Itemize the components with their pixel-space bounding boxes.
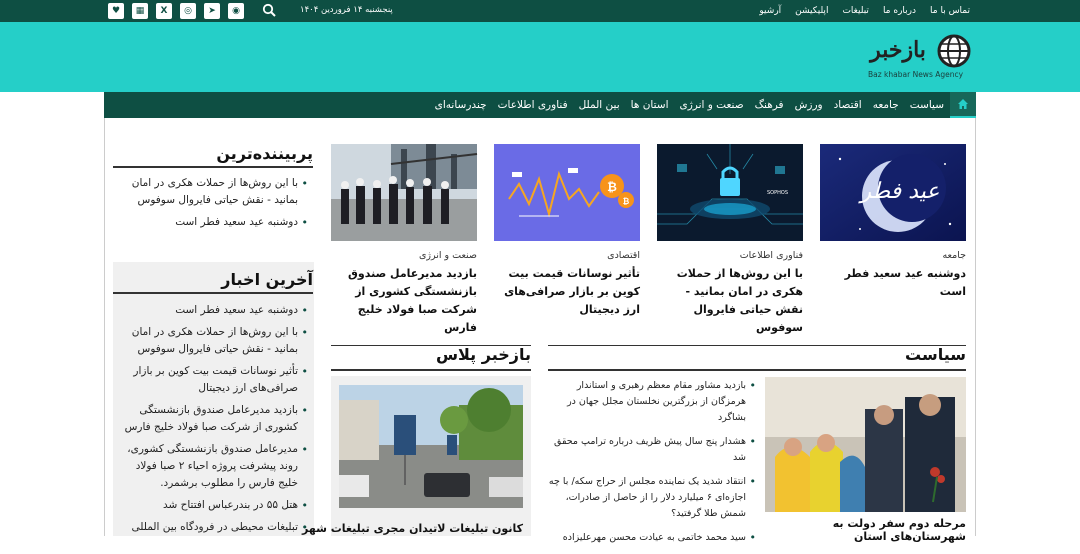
eid-calligraphy: عید فطر — [860, 179, 940, 204]
card-title[interactable]: تأثیر نوسانات قیمت بیت کوین بر بازار صرافی‌های ارز دیجیتال — [504, 267, 640, 316]
search-icon[interactable] — [262, 3, 276, 17]
rss-icon[interactable]: ◉ — [228, 3, 244, 19]
globe-icon — [928, 34, 974, 68]
card-title[interactable]: با این روش‌ها از حملات هکری در امان بمانید - نقش حیاتی فایروال سوفوس — [676, 267, 803, 334]
list-item[interactable]: • بازدید مدیرعامل صندوق بازنشستگی کشوری از شرکت صبا فولاد خلیج فارس — [118, 402, 310, 436]
card-title[interactable]: دوشنبه عید سعید فطر است — [844, 267, 966, 298]
telegram-icon[interactable]: ➤ — [204, 3, 220, 19]
popular-title: پربیننده‌ترین — [113, 144, 313, 168]
list-item[interactable]: • هشدار پنج سال پیش ظریف درباره ترامپ محقق شد — [548, 434, 758, 466]
list-item[interactable]: • بازدید مشاور مقام معظم رهبری و استاندار هرمزگان از بزرگترین نخلستان مجلل جهان در بشاگرد — [548, 378, 758, 426]
top-link-archive[interactable]: آرشیو — [759, 6, 782, 16]
svg-text:₿: ₿ — [622, 197, 630, 206]
list-item[interactable]: • انتقاد شدید یک نماینده مجلس از حراج سکه/ با چه اجازه‌ای ۶ میلیارد دلار را از حاصل از صادرات، شمش طلا گرفتید؟ — [548, 474, 758, 522]
pinterest-icon[interactable]: ♥ — [108, 3, 124, 19]
card-category[interactable]: فناوری اطلاعات — [739, 250, 803, 261]
nav-provinces[interactable]: استان ها — [630, 99, 669, 111]
svg-text:SOPHOS: SOPHOS — [767, 190, 788, 196]
list-item[interactable]: • مدیرعامل صندوق بازنشستگی کشوری، روند پیشرفت پروژه احیاء ۲ صبا فولاد خلیج فارس را مطلوب برشمرد. — [118, 441, 310, 492]
list-item[interactable]: • تأثیر نوسانات قیمت بیت کوین بر بازار صرافی‌های ارز دیجیتال — [118, 363, 310, 397]
x-icon[interactable]: X — [156, 3, 172, 19]
nav-economy[interactable]: اقتصاد — [833, 99, 862, 111]
nav-international[interactable]: بین الملل — [578, 99, 620, 111]
social-links — [108, 3, 244, 19]
list-item[interactable]: • تبلیغات محیطی در فرودگاه بین المللی — [118, 519, 310, 536]
list-item[interactable]: • سید محمد خاتمی به عیادت محسن مهرعلیزاده — [548, 530, 758, 546]
plus-lead-image[interactable] — [339, 385, 523, 508]
card-image-bitcoin[interactable] — [494, 144, 640, 241]
nav-sport[interactable]: ورزش — [794, 99, 823, 111]
instagram-icon[interactable]: ◎ — [180, 3, 196, 19]
top-bar — [0, 0, 1080, 22]
list-item[interactable]: • هتل ۵۵ در بندرعباس افتتاح شد — [118, 497, 310, 514]
card-image-security[interactable] — [657, 144, 803, 241]
nav-culture[interactable]: فرهنگ — [754, 99, 784, 111]
top-link-about[interactable]: درباره ما — [882, 6, 917, 16]
main-nav — [104, 92, 976, 118]
card-category[interactable]: صنعت و انرژی — [418, 250, 477, 261]
brand-logo[interactable]: بازخبر — [870, 37, 926, 63]
top-link-ads[interactable]: تبلیغات — [842, 6, 869, 16]
top-link-contact[interactable]: تماس با ما — [930, 6, 970, 16]
latest-list — [118, 302, 310, 541]
list-item[interactable]: • با این روش‌ها از حملات هکری در امان بمانید - نقش حیاتی فایروال سوفوس — [118, 324, 310, 358]
nav-it[interactable]: فناوری اطلاعات — [497, 99, 568, 111]
list-item[interactable]: • دوشنبه عید سعید فطر است — [118, 302, 310, 319]
latest-title: آخرین اخبار — [113, 270, 313, 294]
plus-title: بازخبر پلاس — [331, 345, 531, 371]
list-item[interactable]: • دوشنبه عید سعید فطر است — [118, 214, 310, 231]
home-icon — [957, 98, 969, 110]
card-category[interactable]: اقتصادی — [607, 250, 640, 261]
current-date: پنجشنبه ۱۴ فروردین ۱۴۰۴ — [300, 5, 393, 15]
plus-lead-title[interactable]: کانون تبلیغات لاتیدان مجری تبلیغات شهر — [302, 522, 523, 535]
nav-industry[interactable]: صنعت و انرژی — [679, 99, 744, 111]
home-button[interactable] — [950, 92, 976, 118]
politics-lead-title[interactable]: مرحله دوم سفر دولت به شهرستان‌های استان — [832, 517, 966, 543]
nav-politics[interactable]: سیاست — [909, 99, 944, 111]
politics-list — [548, 378, 758, 554]
popular-list — [118, 175, 310, 236]
aparat-icon[interactable]: ▦ — [132, 3, 148, 19]
card-image-eid[interactable] — [820, 144, 966, 241]
card-image-industry[interactable] — [331, 144, 477, 241]
nav-society[interactable]: جامعه — [872, 99, 899, 111]
nav-multimedia[interactable]: چندرسانه‌ای — [434, 99, 487, 111]
svg-text:₿: ₿ — [607, 180, 617, 194]
top-link-app[interactable]: اپلیکیشن — [795, 6, 829, 16]
politics-lead-image[interactable] — [765, 377, 966, 512]
card-title[interactable]: بازدید مدیرعامل صندوق بازنشستگی کشوری از شرکت صبا فولاد خلیج فارس — [348, 267, 477, 334]
card-category[interactable]: جامعه — [942, 250, 966, 261]
brand-tagline: Baz khabar News Agency — [868, 70, 964, 79]
list-item[interactable]: • با این روش‌ها از حملات هکری در امان بمانید - نقش حیاتی فایروال سوفوس — [118, 175, 310, 209]
header-band — [0, 22, 1080, 92]
politics-title: سیاست — [548, 345, 966, 371]
top-nav — [759, 0, 970, 22]
